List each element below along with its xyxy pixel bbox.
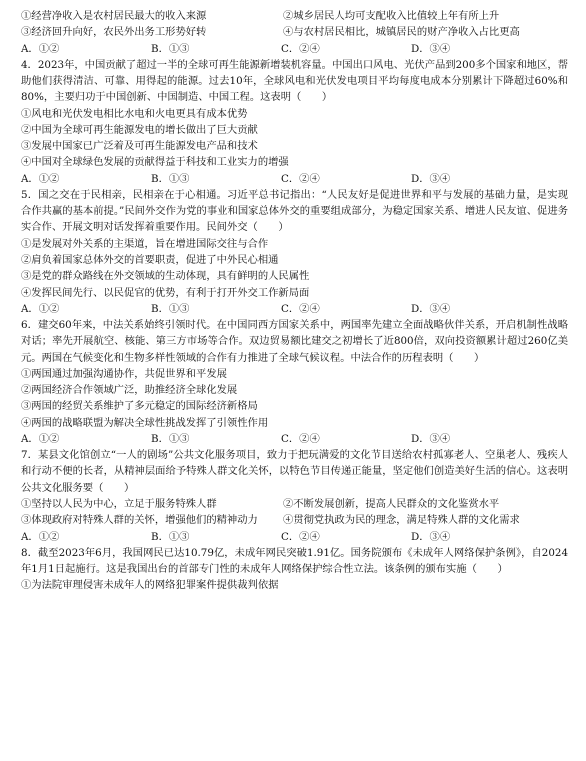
- q7-item-4: ④贯彻党执政为民的理念，满足特殊人群的文化需求: [283, 514, 520, 527]
- question-5: [21, 187, 568, 317]
- question-6: [21, 317, 568, 447]
- q7-item-2: ②不断发展创新，提高人民群众的文化鉴赏水平: [283, 497, 500, 510]
- q5-option-a[interactable]: A．①②: [21, 302, 60, 315]
- q4-option-a[interactable]: A．①②: [21, 172, 60, 185]
- q6-item-3: ③两国的经贸关系维护了多元稳定的国际经济新格局: [21, 400, 258, 413]
- q3-option-b[interactable]: B．①③: [151, 42, 190, 55]
- q4-item-4: ④中国对全球绿色发展的贡献得益于科技和工业实力的增强: [21, 156, 289, 169]
- q4-option-d[interactable]: D．③④: [411, 172, 451, 185]
- q4-options: [21, 171, 568, 187]
- q6-item-4: ④两国的战略联盟为解决全球性挑战发挥了引领性作用: [21, 416, 269, 429]
- q5-item-1: ①是发展对外关系的主渠道，旨在增进国际交往与合作: [21, 237, 269, 250]
- q5-item-2: ②肩负着国家总体外交的首要职责，促进了中外民心相通: [21, 253, 279, 266]
- q3-item-4: ④与农村居民相比，城镇居民的财产净收入占比更高: [283, 26, 520, 39]
- q7-option-b[interactable]: B．①③: [151, 530, 190, 543]
- question-7: [21, 447, 568, 545]
- q6-option-a[interactable]: A．①②: [21, 432, 60, 445]
- question-8: [21, 545, 568, 594]
- q6-item-2: ②两国经济合作领域广泛，助推经济全球化发展: [21, 384, 238, 397]
- q5-option-c[interactable]: C．②④: [281, 302, 320, 315]
- q3-items-row-2: [21, 24, 568, 40]
- q8-item-1: ①为法院审理侵害未成年人的网络犯罪案件提供裁判依据: [21, 579, 279, 592]
- q6-option-c[interactable]: C．②④: [281, 432, 320, 445]
- q4-item-2: ②中国为全球可再生能源发电的增长做出了巨大贡献: [21, 123, 258, 136]
- q6-option-b[interactable]: B．①③: [151, 432, 190, 445]
- q5-item-3: ③是党的群众路线在外交领域的生动体现，具有鲜明的人民属性: [21, 270, 310, 283]
- q5-stem: 5．国之交在于民相亲，民相亲在于心相通。习近平总书记指出：“人民友好是促进世界和平与发展的基础力量，是实现合作共赢的基本前提。”民间外交作为党的事业和国家总体外交的重要组成部分，为稳定国家关系、增进人民友谊、促进务实合作、开展文明对话发挥着重要作用。民间外交（ ）: [21, 188, 568, 234]
- q3-option-a[interactable]: A．①②: [21, 42, 60, 55]
- q4-option-c[interactable]: C．②④: [281, 172, 320, 185]
- q7-stem: 7．某县文化馆创立“一人的剧场”公共文化服务项目，致力于把玩满爱的文化节目送给农村孤寡老人、空巢老人、残疾人和行动不便的长者，从精神层面给予特殊人群文化关怀，以特色节目传递正能量，坚定他们创造美好生活的信心。这表明公共文化服务要（ ）: [21, 449, 568, 494]
- q3-option-d[interactable]: D．③④: [411, 42, 451, 55]
- q5-option-d[interactable]: D．③④: [411, 302, 451, 315]
- q7-option-a[interactable]: A．①②: [21, 530, 60, 543]
- q7-item-3: ③体现政府对特殊人群的关怀，增强他们的精神动力: [21, 514, 258, 527]
- q6-option-d[interactable]: D．③④: [411, 432, 451, 445]
- q7-options: [21, 529, 568, 545]
- q3-item-3: ③经济回升向好，农民外出务工形势好转: [21, 26, 207, 39]
- q7-option-d[interactable]: D．③④: [411, 530, 451, 543]
- q3-item-1: ①经营净收入是农村居民最大的收入来源: [21, 10, 207, 22]
- q8-stem: 8．截至2023年6月，我国网民已达10.79亿，未成年网民突破1.91亿。国务院颁布《未成年人网络保护条例》，自2024年1月1日起施行。这是我国出台的首部专门性的未成年人网络保护综合性立法。该条例的颁布实施（ ）: [21, 546, 568, 576]
- q3-option-c[interactable]: C．②④: [281, 42, 320, 55]
- q5-item-4: ④发挥民间先行、以民促官的优势，有利于打开外交工作新局面: [21, 286, 310, 299]
- q7-option-c[interactable]: C．②④: [281, 530, 320, 543]
- q5-option-b[interactable]: B．①③: [151, 302, 190, 315]
- q7-items-row-2: [21, 512, 568, 528]
- q7-item-1: ①坚持以人民为中心，立足于服务特殊人群: [21, 497, 217, 510]
- q4-item-3: ③发展中国家已广泛着及可再生能源发电产品和技术: [21, 140, 258, 153]
- q7-items-row-1: [21, 496, 568, 512]
- q6-options: [21, 431, 568, 447]
- q3-items-row-1: [21, 8, 568, 24]
- q4-option-b[interactable]: B．①③: [151, 172, 190, 185]
- q4-item-1: ①风电和光伏发电相比水电和火电更具有成本优势: [21, 107, 248, 120]
- question-3: [21, 8, 568, 57]
- q6-item-1: ①两国通过加强沟通协作，共促世界和平发展: [21, 367, 227, 380]
- q5-options: [21, 301, 568, 317]
- q3-options: [21, 41, 568, 57]
- q4-stem: 4．2023年，中国贡献了超过一半的全球可再生能源新增装机容量。中国出口风电、光伏产品到200多个国家和地区，帮助他们获得清洁、可靠、用得起的能源。过去10年，全球风电和光伏发电项目平均每度电成本分别累计下降超过60%和80%，主要归功于中国创新、中国制造、中国工程。这表明（ ）: [21, 58, 568, 104]
- q6-stem: 6．建交60年来，中法关系始终引领时代。在中国同西方国家关系中，两国率先建立全面战略伙伴关系，开启机制性战略对话；率先开展航空、核能、第三方市场等合作。双边贸易额比建交之初增长了近800倍，双向投资额累计超过260亿美元。两国在气候变化和生物多样性领域的合作有力推进了全球气候议程。中法合作的历程表明（ ）: [21, 319, 568, 364]
- question-4: [21, 57, 568, 187]
- q3-item-2: ②城乡居民人均可支配收入比值较上年有所上升: [283, 10, 500, 22]
